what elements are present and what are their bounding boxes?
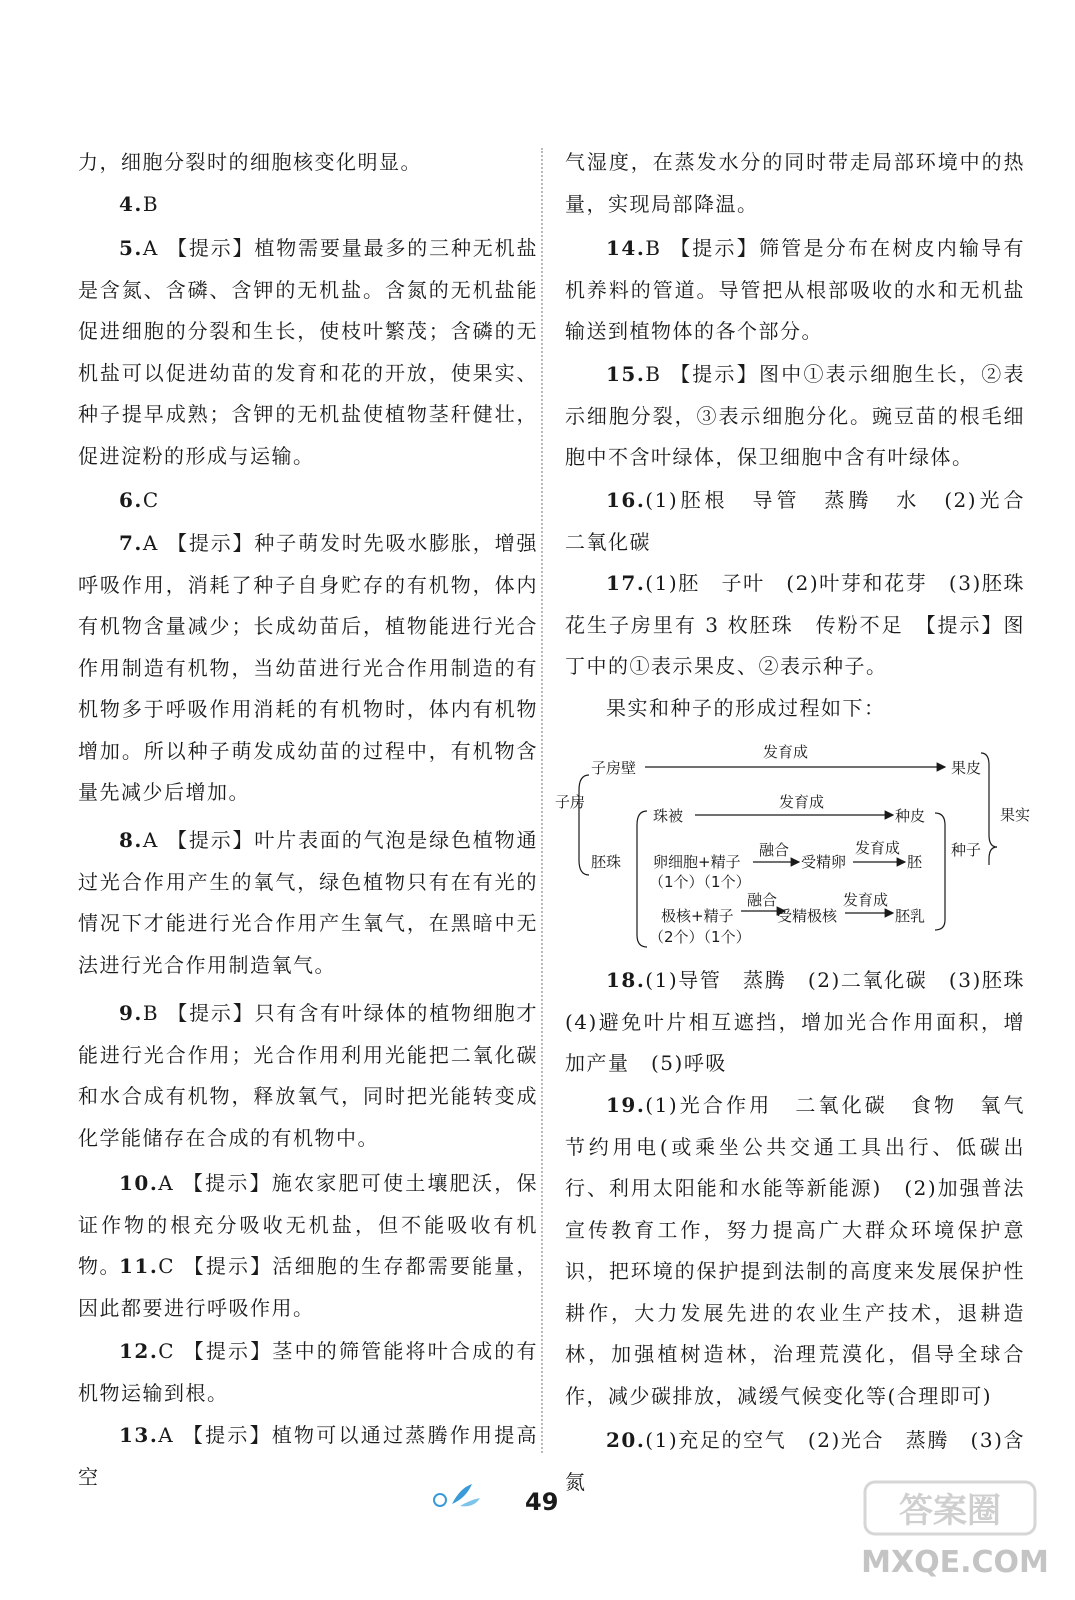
diagram-develops-into-2: 发育成 — [779, 793, 825, 811]
diagram-fuse-1: 融合 — [759, 841, 790, 859]
answer-8: 8.A 【提示】叶片表面的气泡是绿色植物通过光合作用产生的氧气，绿色植物只有在有光的情况下才能进行光合作用产生氧气，在黑暗中无法进行光合作用制造氧气。 — [78, 828, 538, 977]
diagram-embryo: 胚 — [907, 853, 923, 871]
diagram-fertilized-polar: 受精极核 — [777, 907, 838, 925]
diagram-ovary-text: 子房 — [555, 793, 586, 811]
answer-12: 12.C 【提示】茎中的筛管能将叶合成的有机物运输到根。 — [78, 1339, 538, 1405]
answer-13: 13.A 【提示】植物可以通过蒸腾作用提高空 — [78, 1423, 538, 1489]
diagram-egg-sperm: 卵细胞+精子 — [653, 853, 741, 871]
leaf-decoration-icon — [430, 1478, 490, 1514]
answer-5: 5.A 【提示】植物需要量最多的三种无机盐是含氮、含磷、含钾的无机盐。含氮的无机盐能促进细胞的分裂和生长，使枝叶繁茂；含磷的无机盐可以促进幼苗的发育和花的开放，使果实、种子提早成熟；含钾的无机盐使植物茎秆健壮，促进淀粉的形成与运输。 — [78, 236, 538, 468]
diagram-fertilized-egg: 受精卵 — [801, 853, 847, 871]
diagram-endosperm: 胚乳 — [895, 907, 926, 925]
diagram-integument: 珠被 — [653, 807, 684, 825]
ovary-brace — [579, 775, 589, 875]
column-divider — [541, 148, 543, 1453]
answer-20: 20.(1)充足的空气 (2)光合 蒸腾 (3)含氮 — [565, 1428, 1025, 1494]
diagram-count-1: （1个）（1个） — [649, 873, 751, 891]
diagram-fuse-2: 融合 — [747, 891, 778, 909]
diagram-develops-into-1: 发育成 — [763, 743, 809, 761]
answer-10: 10.A 【提示】施农家肥可使土壤肥沃，保证作物的根充分吸收无机盐，但不能吸收有机物。 — [78, 1171, 538, 1278]
answer-paragraph: 力，细胞分裂时的细胞核变化明显。 — [78, 150, 422, 174]
fruit-brace-bottom — [989, 847, 997, 865]
diagram-seed-coat: 种皮 — [895, 807, 926, 825]
answer-13-continued: 气湿度，在蒸发水分的同时带走局部环境中的热量，实现局部降温。 — [565, 150, 1025, 216]
watermark-top-text: 答案圈 — [899, 1491, 1001, 1531]
ovule-brace — [637, 811, 647, 947]
answer-16: 16.(1)胚根 导管 蒸腾 水 (2)光合 二氧化碳 — [565, 488, 1047, 554]
diagram-ovary-label — [555, 793, 585, 811]
answer-18: 18.(1)导管 蒸腾 (2)二氧化碳 (3)胚珠 (4)避免叶片相互遮挡，增加光合作用面积，增加产量 (5)呼吸 — [565, 968, 1047, 1075]
answer-17: 17.(1)胚 子叶 (2)叶芽和花芽 (3)胚珠 花生子房里有 3 枚胚珠 传粉不足 【提示】图丁中的①表示果皮、②表示种子。 — [565, 571, 1047, 678]
diagram-count-2: （2个）（1个） — [649, 928, 751, 946]
watermark-logo — [855, 1480, 1055, 1580]
diagram-develops-into-3: 发育成 — [855, 839, 901, 857]
answer-7: 7.A 【提示】种子萌发时先吸水膨胀，增强呼吸作用，消耗了种子自身贮存的有机物，体内有机物含量减少；长成幼苗后，植物能进行光合作用制造有机物，当幼苗进行光合作用制造的有机物多于呼吸作用消耗的有机物时，体内有机物增加。所以种子萌发成幼苗的过程中，有机物含量先减少后增加。 — [78, 531, 538, 804]
diagram-ovule: 胚珠 — [591, 853, 622, 871]
diagram-seed: 种子 — [951, 841, 982, 859]
diagram-develops-into-4: 发育成 — [843, 891, 889, 909]
answer-14: 14.B 【提示】筛管是分布在树皮内输导有机养料的管道。导管把从根部吸收的水和无机盐输送到植物体的各个部分。 — [565, 236, 1025, 343]
answer-6: 6.C — [119, 488, 160, 512]
fruit-seed-formation-diagram — [553, 735, 1031, 957]
diagram-ovary-wall: 子房壁 — [591, 759, 637, 777]
answer-11: 11.C 【提示】活细胞的生存都需要能量，因此都要进行呼吸作用。 — [78, 1254, 538, 1320]
answer-15: 15.B 【提示】图中①表示细胞生长，②表示细胞分裂，③表示细胞分化。豌豆苗的根毛细胞中不含叶绿体，保卫细胞中含有叶绿体。 — [565, 362, 1025, 469]
fruit-brace-top — [981, 753, 997, 847]
seed-brace — [935, 813, 945, 930]
diagram-fruit: 果实 — [1000, 806, 1031, 824]
page-number: 49 — [525, 1488, 559, 1516]
diagram-intro: 果实和种子的形成过程如下： — [606, 696, 886, 720]
diagram-pericarp: 果皮 — [951, 759, 982, 777]
watermark-bottom-text: MXQE.COM — [861, 1545, 1049, 1580]
answer-4: 4.B — [119, 192, 160, 216]
diagram-polar-sperm: 极核+精子 — [661, 907, 734, 925]
answer-19: 19.(1)光合作用 二氧化碳 食物 氧气 节约用电(或乘坐公共交通工具出行、低碳出行、利用太阳能和水能等新能源) (2)加强普法宣传教育工作，努力提高广大群众环境保护意识，把环境的保护提到法制的高度来发展保护性耕作，大力发展先进的农业生产技术，退耕造林，加强植树造林，治理荒漠化，倡导全球合作，减少碳排放，减缓气候变化等(合理即可) — [565, 1093, 1047, 1408]
answer-9: 9.B 【提示】只有含有叶绿体的植物细胞才能进行光合作用；光合作用利用光能把二氧化碳和水合成有机物，释放氧气，同时把光能转变成化学能储存在合成的有机物中。 — [78, 1001, 538, 1150]
